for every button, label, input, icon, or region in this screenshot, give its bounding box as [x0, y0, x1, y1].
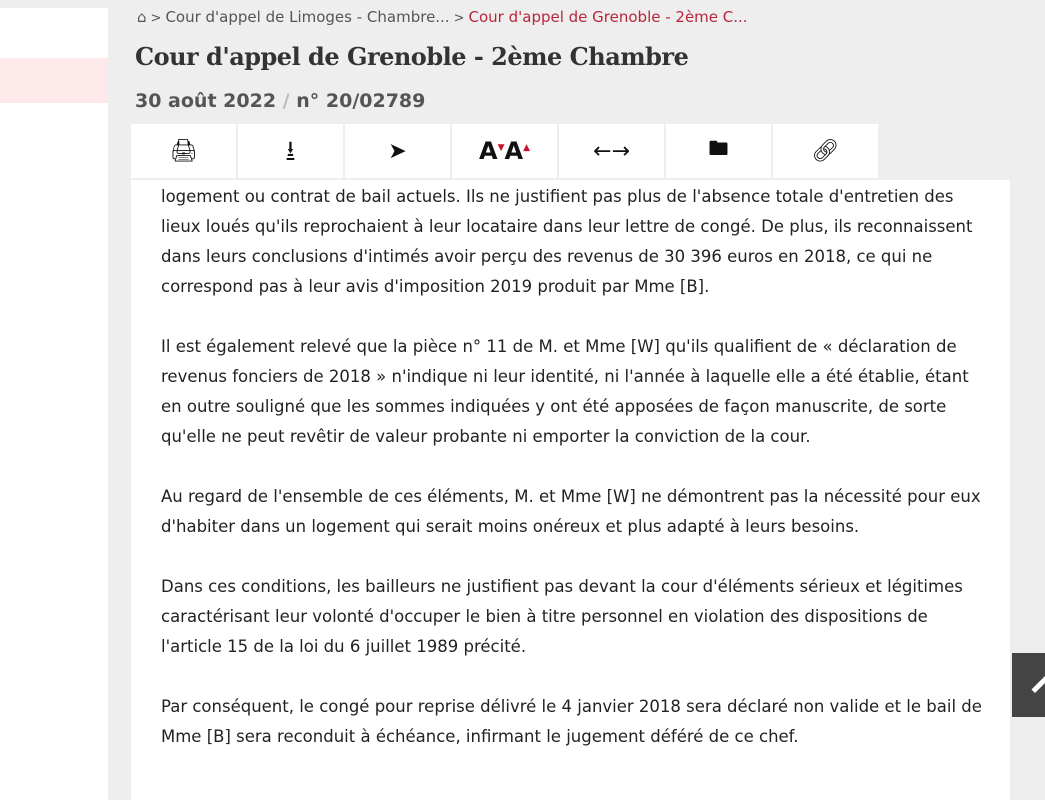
toolbar: [131, 124, 878, 178]
decision-info: [135, 90, 425, 112]
font-size-button[interactable]: [452, 124, 557, 178]
home-icon[interactable]: ⌂: [137, 8, 147, 26]
download-button[interactable]: [238, 124, 343, 178]
pencil-icon: [1031, 674, 1045, 693]
decision-date: 30 août 2022: [135, 90, 277, 112]
breadcrumb-item[interactable]: Cour d'appel de Limoges - Chambre...: [165, 8, 450, 26]
print-button[interactable]: [131, 124, 236, 178]
document-text: [161, 182, 991, 782]
paragraph: logement ou contrat de bail actuels. Ils ne justifient pas plus de l'absence totale d'entretien des lieux loués qu'ils reprochaient à leur locataire dans leur lettre de congé. De plus, ils reconnaissent dans leurs conclusions d'intimés avoir perçu des revenus de 30 396 euros en 2018, ce qui ne correspond pas à leur avis d'imposition 2019 produit par Mme [B].: [161, 187, 973, 296]
paragraph: Au regard de l'ensemble de ces éléments, M. et Mme [W] ne démontrent pas la nécessité pour eux d'habiter dans un logement qui serait moins onéreux et plus adapté à leurs besoins.: [161, 487, 981, 536]
folder-button[interactable]: [666, 124, 771, 178]
page-title: Cour d'appel de Grenoble - 2ème Chambre: [135, 42, 689, 71]
breadcrumb: [137, 8, 748, 26]
chevron-right-icon: >: [150, 11, 162, 26]
arrows-horizontal-icon: ←→: [593, 138, 630, 164]
link-button[interactable]: [773, 124, 878, 178]
sidebar-active-item[interactable]: [0, 58, 108, 103]
link-icon: 🔗︎: [811, 138, 840, 164]
width-toggle-button[interactable]: [559, 124, 664, 178]
print-icon: 🖨︎: [169, 138, 198, 164]
paragraph: Par conséquent, le congé pour reprise délivré le 4 janvier 2018 sera déclaré non valide et le bail de Mme [B] sera reconduit à échéance, infirmant le jugement déféré de ce chef.: [161, 697, 982, 746]
edit-button[interactable]: [1012, 653, 1045, 717]
sidebar: [0, 8, 108, 800]
paragraph: Dans ces conditions, les bailleurs ne justifient pas devant la cour d'éléments sérieux et légitimes caractérisant leur volonté d'occuper le bien à titre personnel en violation des dispositions de l'article 15 de la loi du 6 juillet 1989 précité.: [161, 577, 963, 656]
send-icon: ➤: [388, 138, 407, 164]
breadcrumb-current[interactable]: Cour d'appel de Grenoble - 2ème C...: [468, 8, 748, 26]
font-size-icon: A▼A▲: [479, 137, 530, 165]
decision-number: n° 20/02789: [296, 90, 426, 112]
separator: /: [282, 90, 290, 112]
folder-icon: 🖿︎: [708, 136, 729, 160]
download-icon: ⭳: [286, 137, 295, 162]
chevron-right-icon: >: [453, 11, 465, 26]
paragraph: Il est également relevé que la pièce n° 11 de M. et Mme [W] qu'ils qualifient de « déclaration de revenus fonciers de 2018 » n'indique ni leur identité, ni l'année à laquelle elle a été établie, étant en outre souligné que les sommes indiquées y ont été apposées de façon manuscrite, de sorte qu'elle ne peut revêtir de valeur probante ni emporter la conviction de la cour.: [161, 337, 969, 446]
send-button[interactable]: [345, 124, 450, 178]
